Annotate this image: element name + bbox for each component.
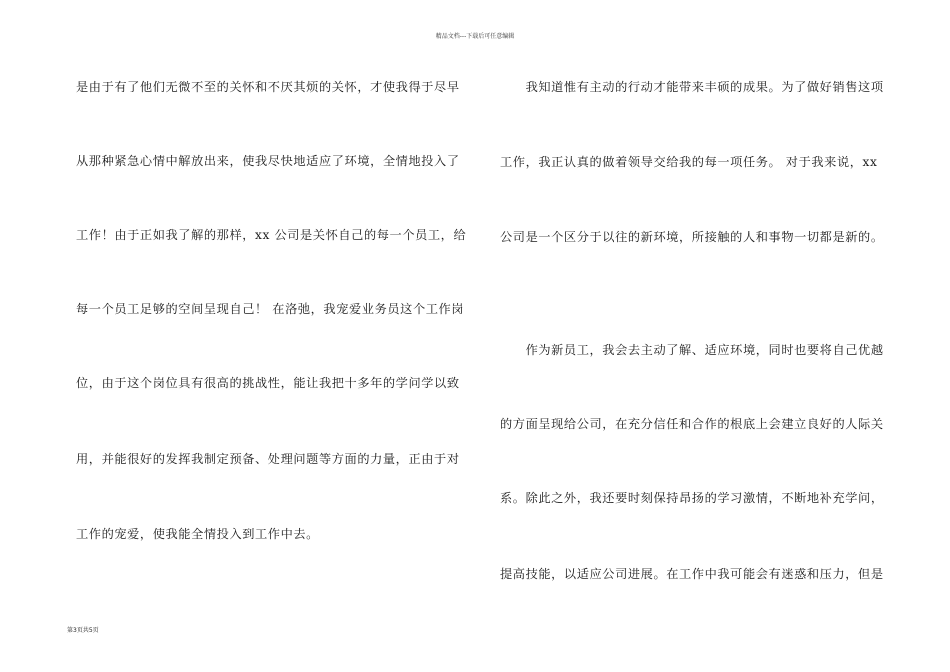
paragraph-line: 每一个员工足够的空间呈现自己！ 在洛弛，我宠爱业务员这个工作岗 [76, 302, 465, 316]
paragraph-line: 位，由于这个岗位具有很高的挑战性，能让我把十多年的学问学以致 [76, 376, 460, 390]
paragraph-line: 是由于有了他们无微不至的关怀和不厌其烦的关怀，才使我得于尽早 [76, 80, 460, 94]
paragraph-line: 的方面呈现给公司，在充分信任和合作的根底上会建立良好的人际关 [500, 417, 884, 431]
paragraph-line: 工作，我正认真的做着领导交给我的每一项任务。 对于我来说，xx [500, 155, 878, 169]
paragraph-line: 用，并能很好的发挥我制定预备、处理问题等方面的力量，正由于对 [76, 452, 460, 466]
paragraph-line: 提高技能，以适应公司进展。在工作中我可能会有迷惑和压力，但是 [500, 567, 884, 581]
paragraph-line: 工作！由于正如我了解的那样，xx 公司是关怀自己的每一个员工，给 [76, 228, 467, 242]
page-header: 精品文档---下载后可任意编辑 [435, 33, 515, 40]
paragraph-line: 工作的宠爱，使我能全情投入到工作中去。 [76, 527, 319, 541]
paragraph-line: 作为新员工，我会去主动了解、适应环境，同时也要将自己优越 [500, 343, 884, 357]
paragraph-line: 从那种紧急心情中解放出来，使我尽快地适应了环境，全情地投入了 [76, 154, 460, 168]
paragraph-line: 我知道惟有主动的行动才能带来丰硕的成果。为了做好销售这项 [500, 80, 884, 94]
paragraph-line: 公司是一个区分于以往的新环境，所接触的人和事物一切都是新的。 [500, 230, 884, 244]
paragraph-line: 系。除此之外，我还要时刻保持昂扬的学习激情，不断地补充学问， [500, 491, 884, 505]
page-number: 第3页共5页 [67, 627, 99, 634]
